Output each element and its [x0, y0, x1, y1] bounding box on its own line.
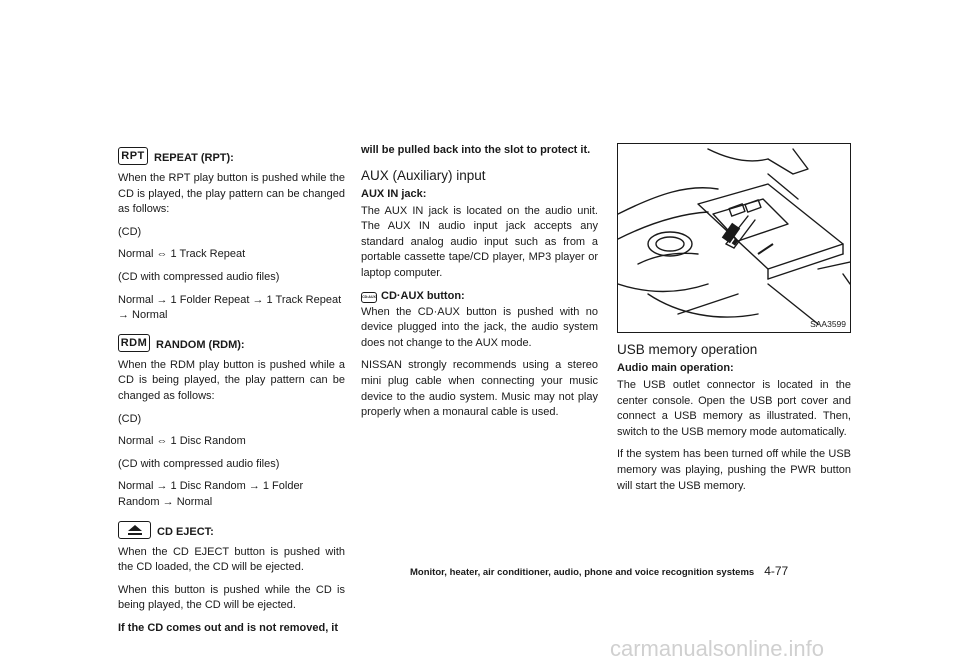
usb-section-title: USB memory operation — [617, 342, 758, 357]
rpt-heading: REPEAT (RPT): — [154, 152, 234, 164]
rpt-heading-row — [118, 147, 345, 165]
cdaux-button-icon: CD•AUX — [361, 292, 377, 303]
rpt-button-icon: RPT — [118, 147, 148, 165]
rdm-cd-label: (CD) — [118, 412, 142, 425]
column-right — [617, 143, 851, 501]
usb-port-illustration — [617, 143, 851, 333]
watermark: carmanualsonline.info — [610, 636, 825, 661]
usb-body-2: If the system has been turned off while the USB memory was playing, pushing the PWR button will start the USB memory. — [617, 448, 851, 492]
aux-jack-body: The AUX IN jack is located on the audio unit. The AUX IN audio input jack accepts any standard analog audio input such as from a portable cassette tape/CD player, MP3 player or laptop computer. — [361, 204, 598, 279]
eject-body-1: When the CD EJECT button is pushed with the CD loaded, the CD will be ejected. — [118, 545, 345, 574]
eject-body-2: When this button is pushed while the CD is being played, the CD will be ejected. — [118, 583, 345, 612]
eject-heading: CD EJECT: — [157, 525, 214, 538]
rdm-button-icon: RDM — [118, 334, 150, 352]
column-left — [118, 147, 345, 643]
page-footer — [410, 564, 858, 578]
nissan-recommendation: NISSAN strongly recommends using a stereo mini plug cable when connecting your music device to the audio system. Music may not play properly when a monaural cable is used. — [361, 359, 598, 419]
eject-heading-row — [118, 521, 345, 539]
eject-body-3: If the CD comes out and is not removed, it — [118, 621, 339, 634]
usb-body-1: The USB outlet connector is located in the center console. Open the USB port cover and connect a USB memory as illustrated. Then, switch to the USB memory mode automatically. — [617, 379, 851, 438]
rdm-compressed-label: (CD with compressed audio files) — [118, 457, 280, 470]
rdm-compressed-sequence: Normal → 1 Disc Random → 1 Folder Random → Normal — [118, 480, 304, 508]
page-number: 4-77 — [764, 564, 789, 578]
rdm-body: When the RDM play button is pushed while a CD is being played, the play pattern can be changed as follows: — [118, 358, 345, 402]
figure-code: SAA3599 — [810, 319, 846, 329]
rpt-compressed-sequence: Normal → 1 Folder Repeat → 1 Track Repeat → Normal — [118, 293, 342, 322]
rpt-body: When the RPT play button is pushed while the CD is played, the play pattern can be changed as follows: — [118, 172, 345, 216]
aux-jack-heading: AUX IN jack: — [361, 187, 427, 200]
cdaux-heading: CD·AUX button: — [381, 289, 465, 302]
rpt-compressed-label: (CD with compressed audio files) — [118, 270, 280, 283]
console-drawing — [618, 144, 850, 332]
cdaux-body: When the CD·AUX button is pushed with no device plugged into the jack, the audio system does not change to the AUX mode. — [361, 305, 598, 349]
column-middle — [361, 143, 598, 428]
section-title: Monitor, heater, air conditioner, audio, phone and voice recognition systems — [410, 567, 755, 578]
rdm-cd-sequence: Normal ⇔ 1 Disc Random — [118, 435, 246, 448]
rpt-cd-label: (CD) — [118, 225, 142, 238]
usb-main-heading: Audio main operation: — [617, 362, 734, 374]
eject-icon — [118, 521, 151, 539]
rdm-heading: RANDOM (RDM): — [156, 338, 245, 351]
cdaux-heading-row — [361, 290, 598, 303]
rdm-heading-row — [118, 334, 345, 352]
aux-section-title: AUX (Auxiliary) input — [361, 167, 486, 183]
rpt-cd-sequence: Normal ⇔ 1 Track Repeat — [118, 248, 246, 261]
eject-continuation: will be pulled back into the slot to protect it. — [361, 144, 591, 156]
